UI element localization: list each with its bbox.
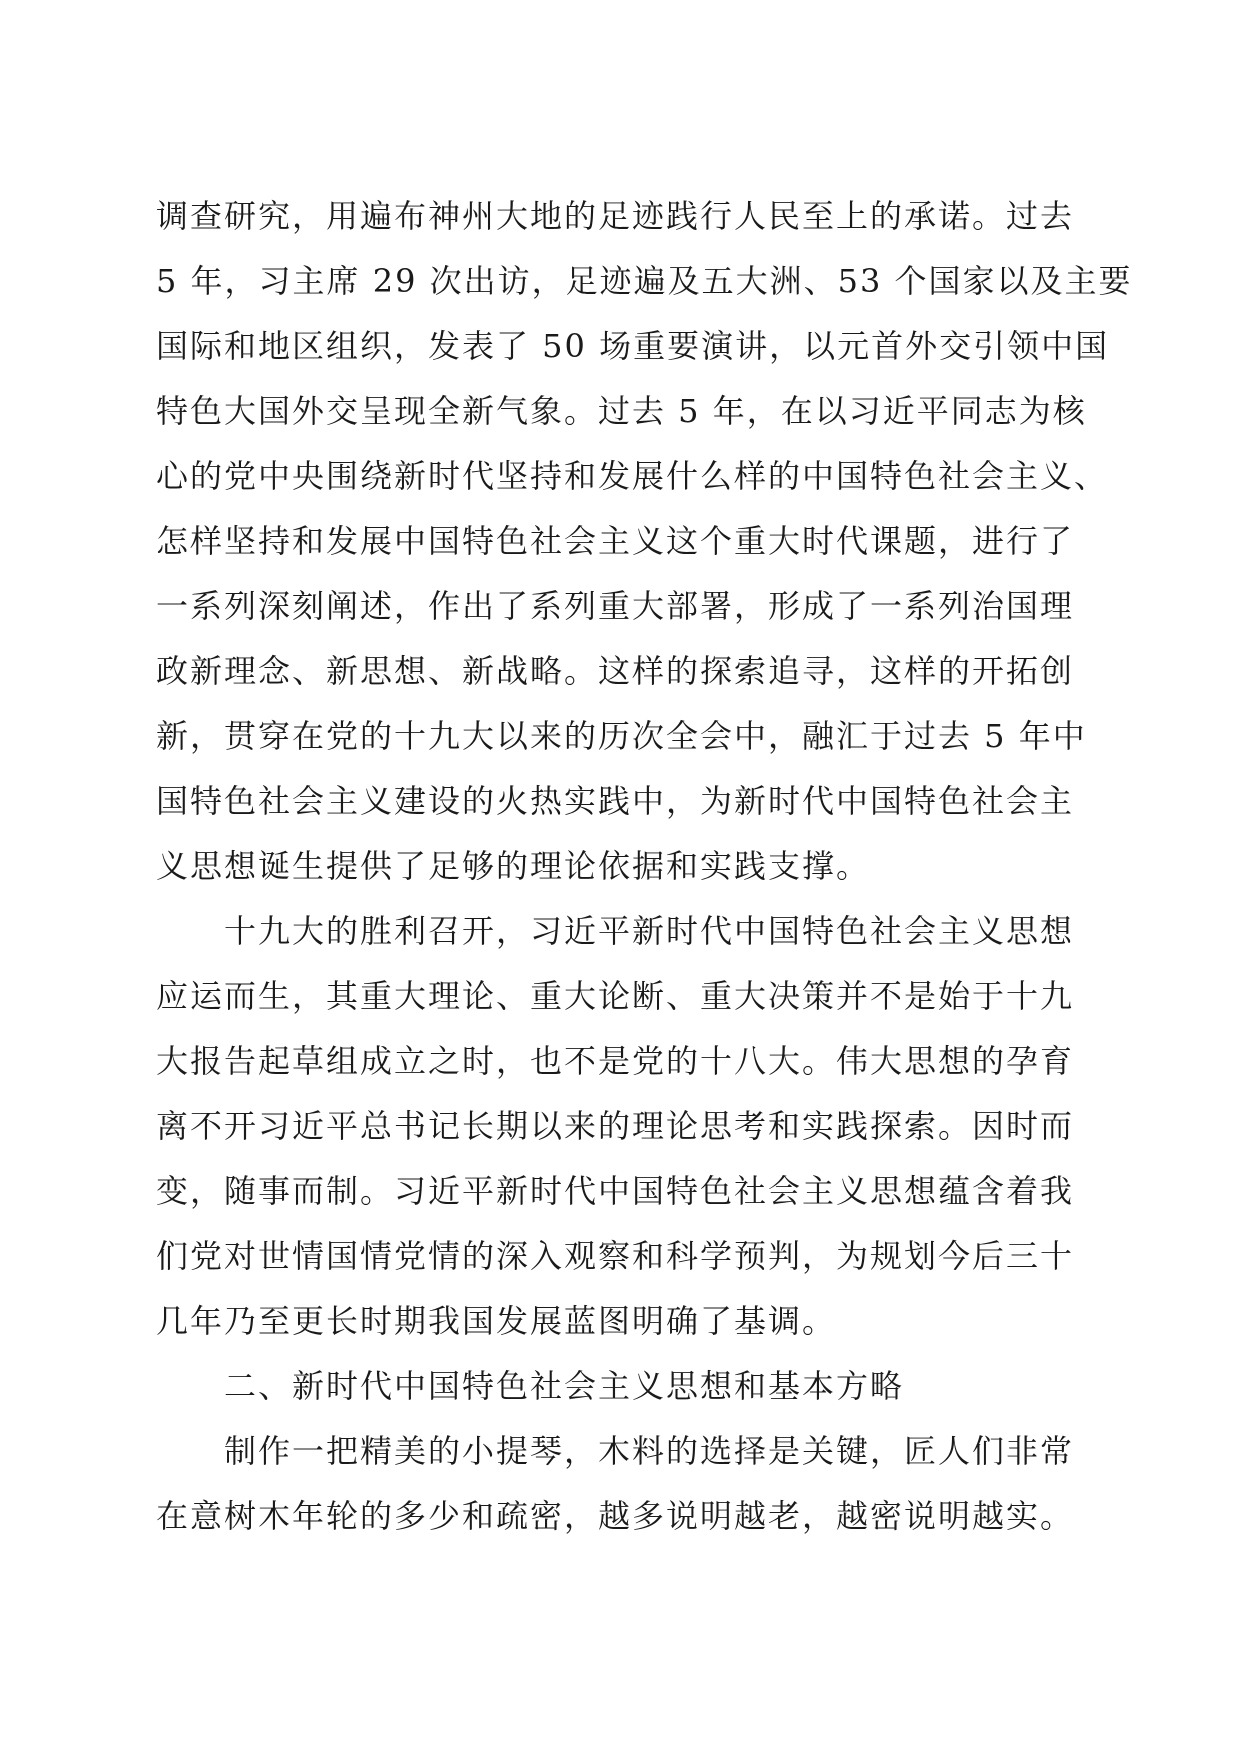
paragraph-line: 变，随事而制。习近平新时代中国特色社会主义思想蕴含着我 xyxy=(156,1172,1075,1210)
paragraph-line: 国特色社会主义建设的火热实践中，为新时代中国特色社会主 xyxy=(156,782,1075,820)
paragraph-line: 怎样坚持和发展中国特色社会主义这个重大时代课题，进行了 xyxy=(156,522,1075,560)
paragraph-line: 政新理念、新思想、新战略。这样的探索追寻，这样的开拓创 xyxy=(156,652,1075,690)
paragraph-line: 5 年，习主席 29 次出访，足迹遍及五大洲、53 个国家以及主要 xyxy=(156,262,1133,300)
paragraph-line: 大报告起草组成立之时，也不是党的十八大。伟大思想的孕育 xyxy=(156,1042,1075,1080)
paragraph-line: 国际和地区组织，发表了 50 场重要演讲，以元首外交引领中国 xyxy=(156,327,1110,365)
paragraph-line: 新，贯穿在党的十九大以来的历次全会中，融汇于过去 5 年中 xyxy=(156,717,1087,755)
paragraph-line: 心的党中央围绕新时代坚持和发展什么样的中国特色社会主义、 xyxy=(156,457,1109,495)
paragraph-line: 一系列深刻阐述，作出了系列重大部署，形成了一系列治国理 xyxy=(156,587,1075,625)
paragraph-line: 应运而生，其重大理论、重大论断、重大决策并不是始于十九 xyxy=(156,977,1075,1015)
paragraph-line: 特色大国外交呈现全新气象。过去 5 年，在以习近平同志为核 xyxy=(156,392,1087,430)
paragraph-line: 离不开习近平总书记长期以来的理论思考和实践探索。因时而 xyxy=(156,1107,1075,1145)
paragraph-line: 们党对世情国情党情的深入观察和科学预判，为规划今后三十 xyxy=(156,1237,1075,1275)
paragraph-first-line: 制作一把精美的小提琴，木料的选择是关键，匠人们非常 xyxy=(224,1432,1075,1470)
body-text xyxy=(156,184,1133,1549)
paragraph-line: 义思想诞生提供了足够的理论依据和实践支撑。 xyxy=(156,847,871,885)
paragraph-line: 在意树木年轮的多少和疏密，越多说明越老，越密说明越实。 xyxy=(156,1497,1075,1535)
paragraph-line: 几年乃至更长时期我国发展蓝图明确了基调。 xyxy=(156,1302,837,1340)
section-heading: 二、新时代中国特色社会主义思想和基本方略 xyxy=(224,1367,905,1405)
paragraph-first-line: 十九大的胜利召开，习近平新时代中国特色社会主义思想 xyxy=(224,912,1075,950)
paragraph-line: 调查研究，用遍布神州大地的足迹践行人民至上的承诺。过去 xyxy=(156,197,1075,235)
